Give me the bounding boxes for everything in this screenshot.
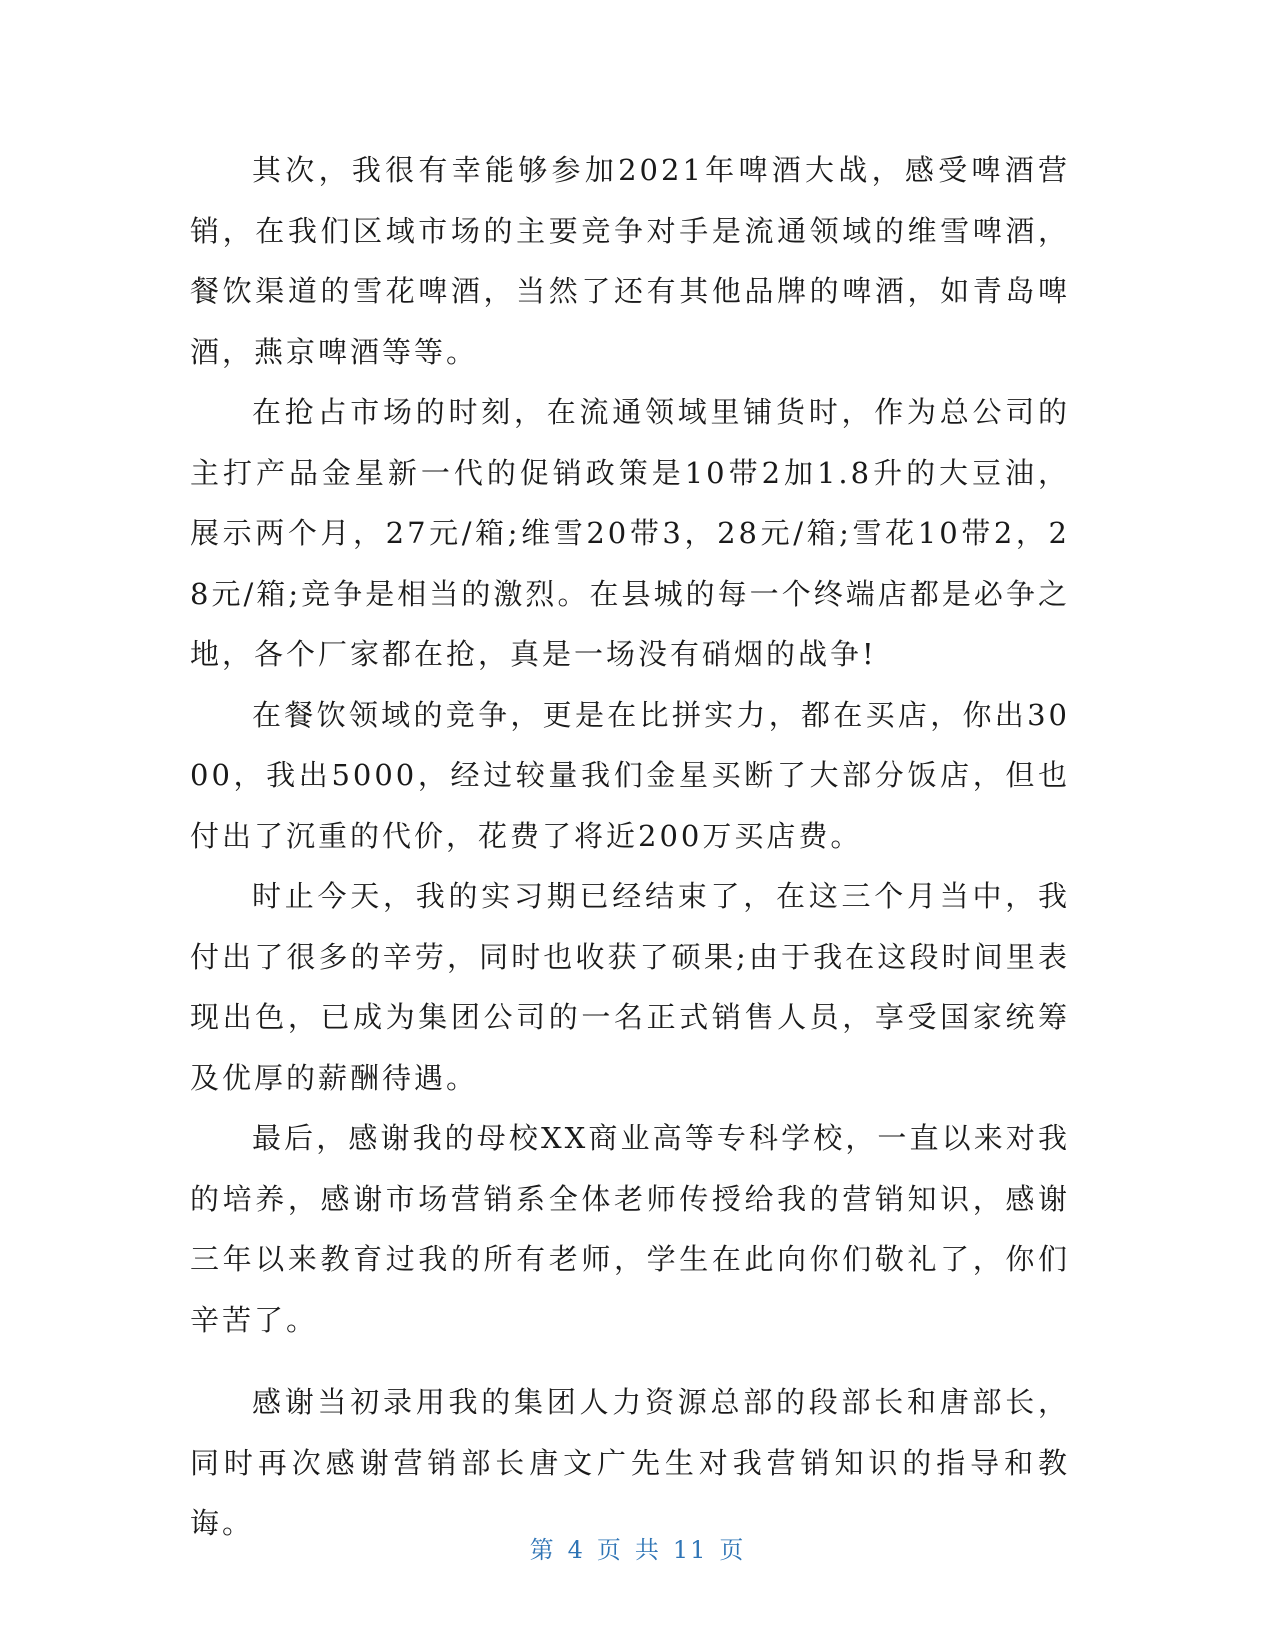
document-body: [190, 140, 1070, 1554]
footer-prefix: 第: [529, 1536, 556, 1564]
footer-current-page: 4: [567, 1536, 585, 1564]
paragraph-catering-competition: 在餐饮领域的竞争，更是在比拼实力，都在买店，你出3000，我出5000，经过较量我们金星买断了大部分饭店，但也付出了沉重的代价，花费了将近200万买店费。: [190, 697, 1070, 853]
paragraph-market-competition: 在抢占市场的时刻，在流通领域里铺货时，作为总公司的主打产品金星新一代的促销政策是10带2加1.8升的大豆油，展示两个月，27元/箱;维雪20带3，28元/箱;雪花10带2，28元/箱;竞争是相当的激烈。在县城的每一个终端店都是必争之地，各个厂家都在抢，真是一场没有硝烟的战争!: [190, 395, 1070, 671]
page-number-footer: [0, 1530, 1275, 1565]
paragraph-thanks-managers: 感谢当初录用我的集团人力资源总部的段部长和唐部长，同时再次感谢营销部长唐文广先生对我营销知识的指导和教诲。: [190, 1385, 1070, 1540]
footer-total-pages: 11: [672, 1536, 708, 1564]
paragraph-thanks-school: 最后，感谢我的母校XX商业高等专科学校，一直以来对我的培养，感谢市场营销系全体老师传授给我的营销知识，感谢三年以来教育过我的所有老师，学生在此向你们敬礼了，你们辛苦了。: [190, 1121, 1070, 1337]
paragraph-internship-end: 时止今天，我的实习期已经结束了，在这三个月当中，我付出了很多的辛劳，同时也收获了硕果;由于我在这段时间里表现出色，已成为集团公司的一名正式销售人员，享受国家统筹及优厚的薪酬待遇。: [190, 879, 1070, 1095]
footer-total-word: 共: [634, 1536, 661, 1564]
footer-page-word: 页: [596, 1536, 623, 1564]
paragraph-beer-war: 其次，我很有幸能够参加2021年啤酒大战，感受啤酒营销，在我们区域市场的主要竞争对手是流通领域的维雪啤酒，餐饮渠道的雪花啤酒，当然了还有其他品牌的啤酒，如青岛啤酒，燕京啤酒等等。: [190, 153, 1070, 369]
footer-suffix: 页: [719, 1536, 746, 1564]
